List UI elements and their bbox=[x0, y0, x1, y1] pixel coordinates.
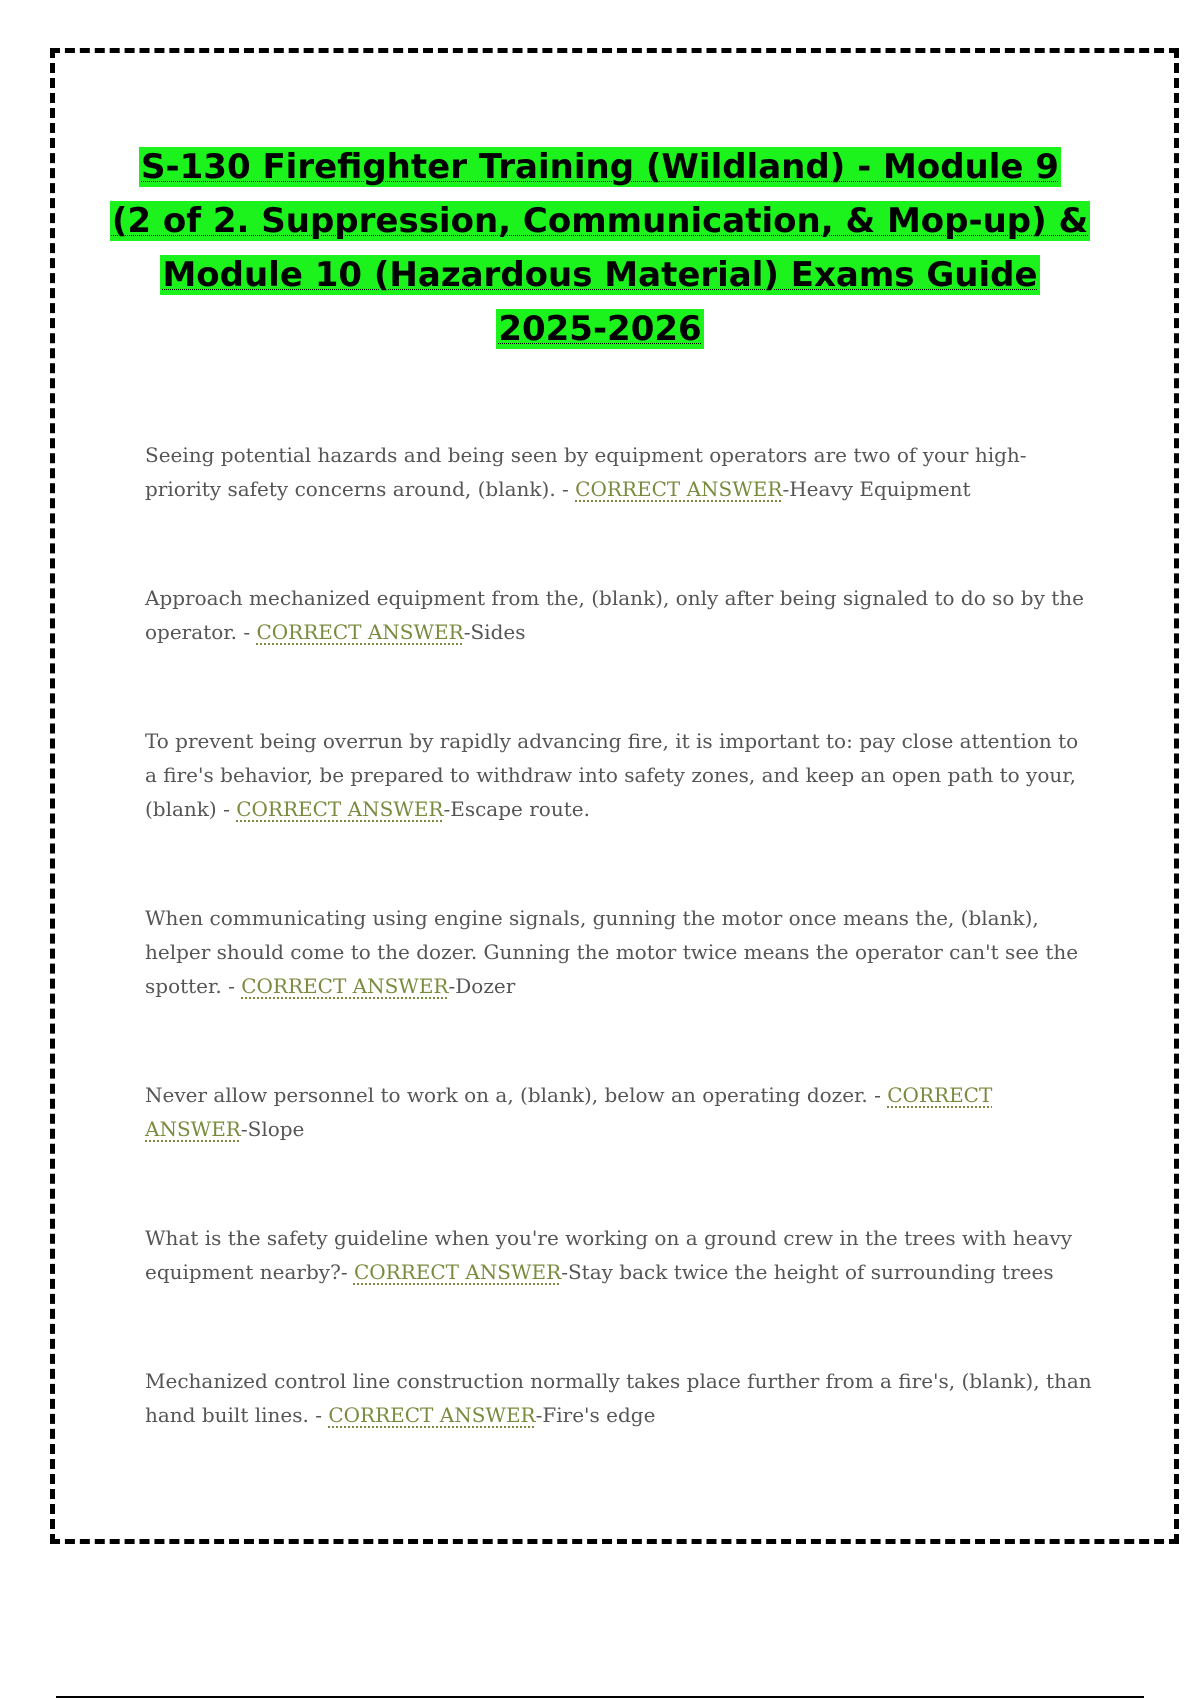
correct-answer-label: CORRECT ANSWER bbox=[575, 477, 783, 501]
qa-list bbox=[145, 438, 1095, 1432]
qa-item bbox=[145, 724, 1095, 826]
title-line-4: 2025-2026 bbox=[498, 309, 702, 349]
document-title bbox=[100, 140, 1100, 356]
qa-question: To prevent being overrun by rapidly advancing fire, it is important to: pay close attention to a fire's behavior, be prepared to withdraw into safety zones, and keep an open path to your, (blank) - bbox=[145, 729, 1079, 821]
correct-answer-label: CORRECT ANSWER bbox=[328, 1403, 536, 1427]
qa-item bbox=[145, 1364, 1095, 1432]
title-line-2: (2 of 2. Suppression, Communication, & Mop-up) & bbox=[111, 201, 1089, 241]
qa-item bbox=[145, 1221, 1095, 1289]
title-line-1: S-130 Firefighter Training (Wildland) - Module 9 bbox=[141, 147, 1059, 187]
qa-item bbox=[145, 581, 1095, 649]
qa-answer: -Sides bbox=[463, 620, 526, 644]
qa-answer: -Escape route. bbox=[443, 797, 590, 821]
qa-item bbox=[145, 1078, 1095, 1146]
qa-answer: -Heavy Equipment bbox=[782, 477, 971, 501]
qa-item bbox=[145, 901, 1095, 1003]
correct-answer-label: CORRECT ANSWER bbox=[353, 1260, 562, 1284]
qa-question: What is the safety guideline when you're working on a ground crew in the trees with heavy equipment nearby?- bbox=[145, 1226, 1073, 1284]
qa-question: Seeing potential hazards and being seen by equipment operators are two of your high-priority safety concerns around, (blank). - bbox=[145, 443, 1027, 501]
correct-answer-label: CORRECT ANSWER bbox=[236, 797, 444, 821]
qa-answer: -Slope bbox=[240, 1117, 305, 1141]
qa-question: When communicating using engine signals, gunning the motor once means the, (blank), helper should come to the dozer. Gunning the motor twice means the operator can't see the spotter. - bbox=[145, 906, 1079, 998]
correct-answer-label: CORRECT ANSWER bbox=[256, 620, 464, 644]
qa-question: Never allow personnel to work on a, (blank), below an operating dozer. - bbox=[145, 1083, 888, 1107]
correct-answer-label: CORRECT ANSWER bbox=[241, 974, 449, 998]
bottom-rule bbox=[56, 1696, 1144, 1698]
qa-question: Approach mechanized equipment from the, (blank), only after being signaled to do so by the operator. - bbox=[145, 586, 1085, 644]
title-line-3: Module 10 (Hazardous Material) Exams Guide bbox=[162, 255, 1038, 295]
qa-answer: -Fire's edge bbox=[535, 1403, 656, 1427]
qa-item bbox=[145, 438, 1095, 506]
qa-answer: -Stay back twice the height of surrounding trees bbox=[561, 1260, 1054, 1284]
qa-answer: -Dozer bbox=[448, 974, 516, 998]
correct-answer-label: CORRECT ANSWER bbox=[145, 1083, 993, 1141]
qa-question: Mechanized control line construction normally takes place further from a fire's, (blank), than hand built lines. - bbox=[145, 1369, 1092, 1427]
